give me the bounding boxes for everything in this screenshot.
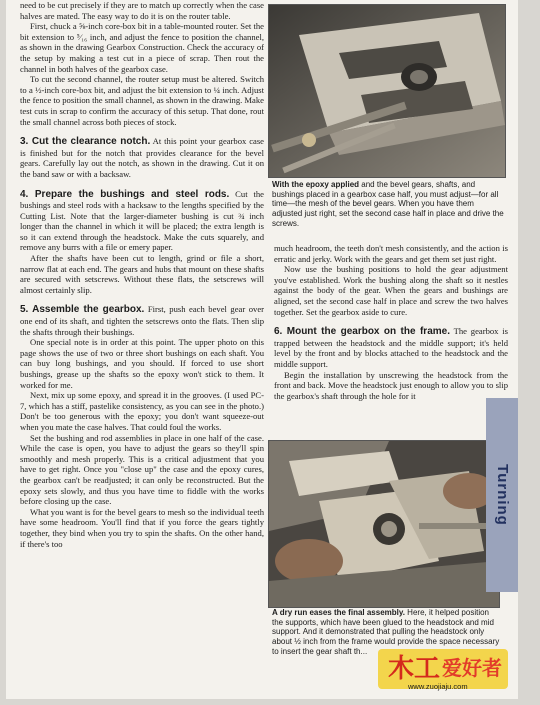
- photo-caption: [272, 180, 504, 229]
- paragraph: Now use the bushing positions to hold the gear adjustment you've established. Work the bushing along the shaft so it nestles against the body of the gear. When the gears and bushings are aligned, set the second case half in place and screw the two halves together. Set the gearbox aside to cure.: [274, 264, 508, 317]
- caption-lead: A dry run eases the final assembly.: [272, 608, 405, 617]
- caption-lead: With the epoxy applied: [272, 180, 360, 189]
- step-body: The gearbox is trapped between the headstock and the middle support; it's held level by the front and by blocks attached to the headstock and the middle support.: [274, 326, 508, 369]
- epoxy-gearbox-photo: [268, 4, 506, 178]
- photo-illustration: [269, 441, 499, 607]
- site-watermark-logo: [378, 645, 510, 693]
- caption-text: Here, it helped position the supports, which have been glued to the headstock and mid support. And it demonstrated that pulling the headstock only about ½ inch from the frame would provide the space necessary to insert the gear shaft th...: [272, 608, 500, 656]
- step-6: [274, 326, 508, 369]
- chapter-tab-label: Turning: [494, 464, 511, 526]
- right-text-column: [274, 243, 508, 401]
- paragraph: One special note is in order at this point. The upper photo on this page shows the use of two or three short bushings on each shaft. You can buy long bushings, and you should. If forced to use short bushings, grease up the shafts so the epoxy won't stick to them. It worked for me.: [20, 337, 264, 390]
- paragraph: much headroom, the teeth don't mesh consistently, and the action is erratic and jerky. Work with the gears and get them set just right.: [274, 243, 508, 264]
- paragraph: What you want is for the bevel gears to mesh so the individual teeth have some headroom. You'll find that if you force the gears tightly together, they bind when you try to spin the shafts. On the other hand, if there's too: [20, 506, 264, 549]
- step-3: [20, 136, 264, 179]
- paragraph: need to be cut precisely if they are to match up correctly when the case halves are mated. The easy way to do it is on the router table.: [20, 0, 264, 21]
- paragraph: Set the bushing and rod assemblies in place in one half of the case. While the case is open, you have to adjust the gears so they'll spin smoothly and mesh properly. This is a critical adjustment that you have to get right. Once you "close up" the case and the epoxy cures, the gearbox can't be readjusted; it can only be reconstructed. But the epoxy sets slowly, and thus you have time to fiddle with the works before closing up the case.: [20, 432, 264, 507]
- paragraph: First, chuck a ⅝-inch core-box bit in a table-mounted router. Set the bit extension to ⁵⁄₁₆ inch, and adjust the fence to position the channel, as shown in the drawing Gearbox Construction. Check the accuracy of the setup by making a test cut in a piece of scrap. Then rout the channel in both halves of the gearbox case.: [20, 21, 264, 74]
- caption-text: and the bevel gears, shafts, and bushings placed in a gearbox case half, you must adjust—for all time—the mesh of the bevel gears. When you have them adjusted just right, set the second case half in place and drive the screws.: [272, 180, 504, 228]
- step-body: First, push each bevel gear over one end of its shaft, and tighten the setscrews onto the flats. Then slip the shafts through their bushings.: [20, 304, 264, 337]
- chapter-tab: [486, 398, 518, 592]
- watermark-url: www.zuojiaju.com: [408, 682, 468, 691]
- svg-text:爱好者: 爱好者: [442, 656, 502, 680]
- left-text-column: [20, 0, 264, 549]
- dry-run-assembly-photo: [268, 440, 500, 608]
- step-heading: 4. Prepare the bushings and steel rods.: [20, 188, 230, 200]
- photo-illustration: [269, 5, 505, 177]
- step-body: At this point your gearbox case is finished but for the notch that provides clearance for the bevel gears. Carefully lay out the notch, as shown in the drawing. Cut it on the band saw or with a backsaw.: [20, 136, 264, 179]
- book-page: [6, 0, 518, 699]
- paragraph: Next, mix up some epoxy, and spread it in the grooves. (I used PC-7, which has a stiff, pastelike consistency, as you can see in the photo.) Don't be too generous with the epoxy; you don't want squeeze-out when you mate the case halves. That could foul the works.: [20, 390, 264, 432]
- paragraph: Begin the installation by unscrewing the headstock from the front and back. Move the headstock just enough to allow you to slip the gearbox's shaft through the hole for it: [274, 369, 508, 401]
- step-5: [20, 304, 264, 337]
- svg-text:木工: 木工: [388, 654, 441, 684]
- paragraph: To cut the second channel, the router setup must be altered. Switch to a ½-inch core-box bit, and adjust the bit extension to ¼ inch. Adjust the fence to position the small channel, as shown in the drawing. Make test cuts in scrap to confirm the accuracy of this setup. That done, rout the small channel across both pieces of stock.: [20, 74, 264, 127]
- step-body: Cut the bushings and steel rods with a hacksaw to the lengths specified by the Cutting List. Note that the larger-diameter bushing is cut ¾ inch longer than the channel in which it will be placed; the extra length is so it can extend through the headstock. Make the cuts squarely, and remove any burrs with a file or emery paper.: [20, 188, 264, 253]
- step-4: [20, 189, 264, 254]
- step-heading: 3. Cut the clearance notch.: [20, 136, 151, 148]
- step-heading: 5. Assemble the gearbox.: [20, 304, 145, 316]
- paragraph: After the shafts have been cut to length, grind or file a short, narrow flat at each end. The gears and hubs that mount on these shafts are secured with setscrews. Without these flats, the setscrews will almost certainly slip.: [20, 253, 264, 295]
- step-heading: 6. Mount the gearbox on the frame.: [274, 326, 450, 338]
